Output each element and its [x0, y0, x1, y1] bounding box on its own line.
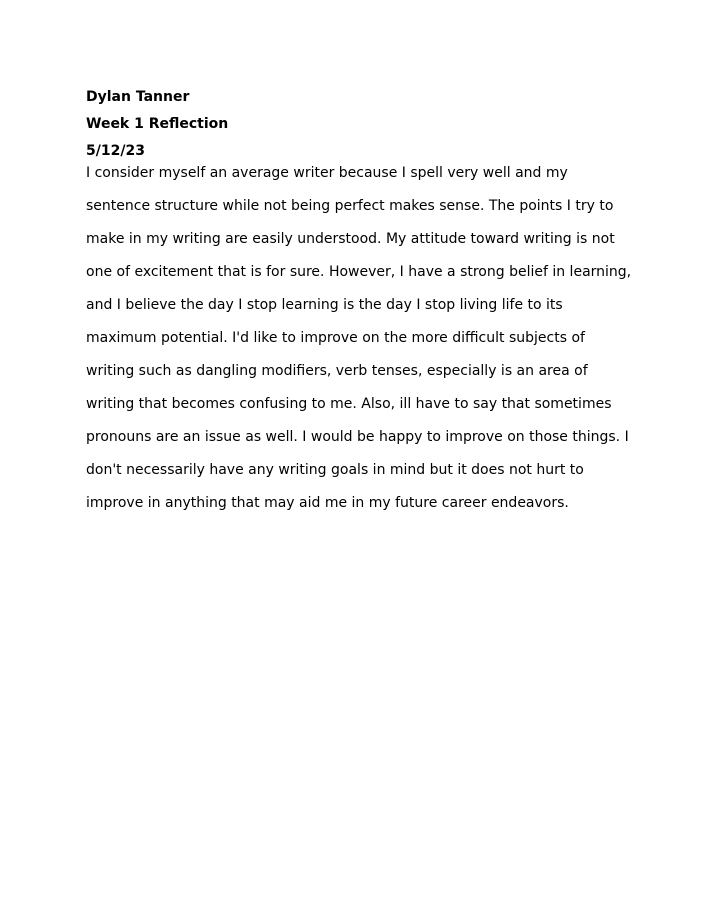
body-line: one of excitement that is for sure. However, I have a strong belief in learning, [86, 264, 632, 280]
body-line: writing that becomes confusing to me. Also, ill have to say that sometimes [86, 396, 612, 412]
body-line: maximum potential. I'd like to improve on the more difficult subjects of [86, 330, 585, 346]
document-header [86, 84, 646, 165]
body-line: don't necessarily have any writing goals in mind but it does not hurt to [86, 462, 584, 478]
document-body [86, 157, 646, 520]
body-line: improve in anything that may aid me in my future career endeavors. [86, 495, 569, 511]
body-line: sentence structure while not being perfect makes sense. The points I try to [86, 198, 614, 214]
document-title: Week 1 Reﬂection [86, 116, 229, 132]
body-line: and I believe the day I stop learning is the day I stop living life to its [86, 297, 563, 313]
body-line: make in my writing are easily understood. My attitude toward writing is not [86, 231, 615, 247]
document-date: 5/12/23 [86, 143, 145, 159]
body-line: writing such as dangling modifiers, verb tenses, especially is an area of [86, 363, 588, 379]
body-line: I consider myself an average writer because I spell very well and my [86, 165, 568, 181]
body-line: pronouns are an issue as well. I would be happy to improve on those things. I [86, 429, 629, 445]
author-name: Dylan Tanner [86, 89, 190, 105]
